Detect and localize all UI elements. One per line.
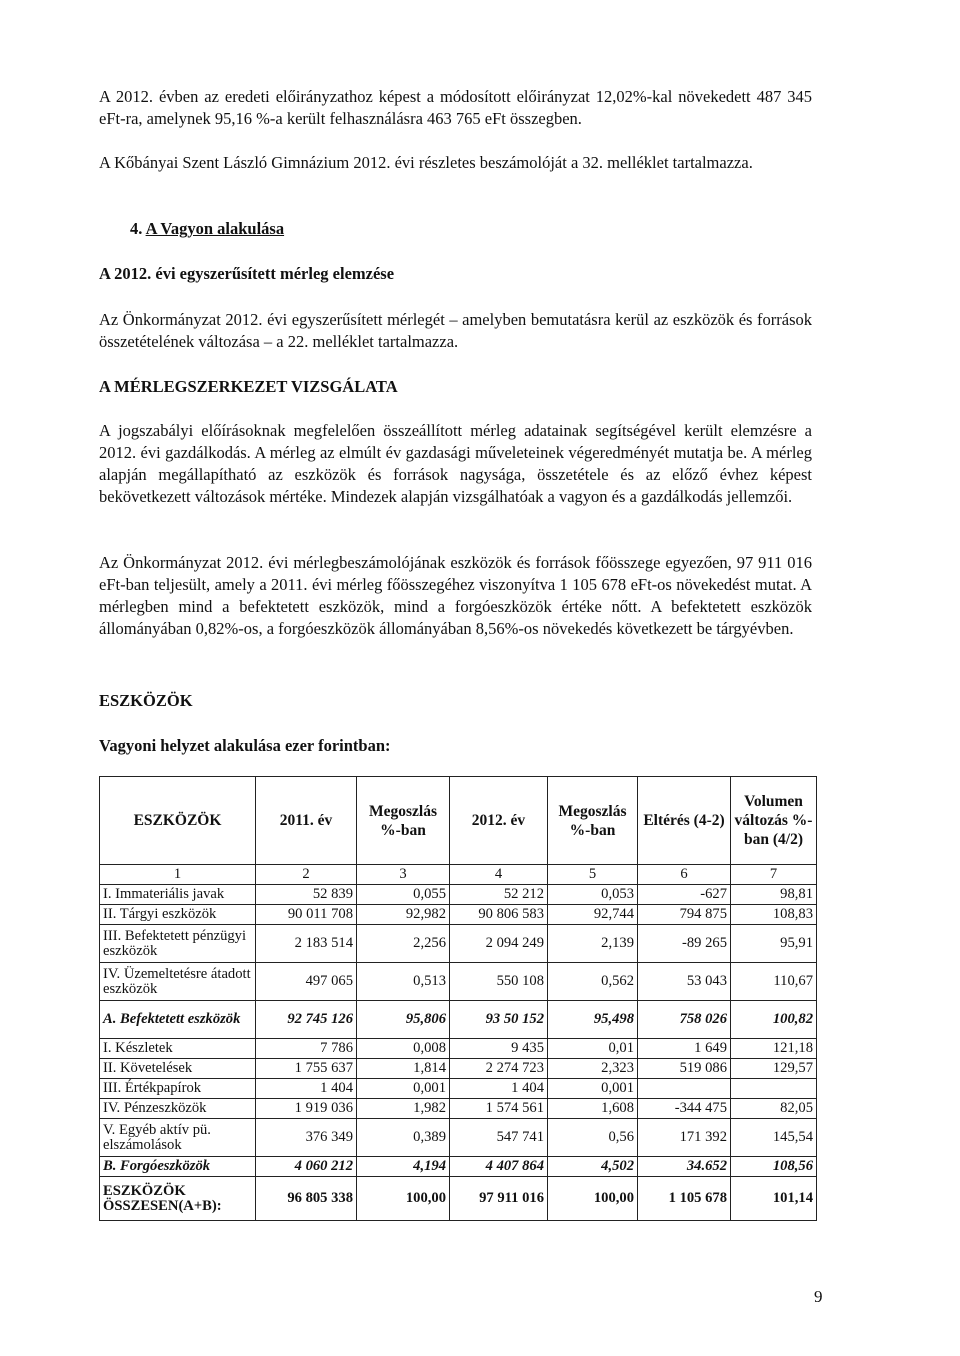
row-label: II. Követelések	[100, 1059, 256, 1079]
heading-asset-position: Vagyoni helyzet alakulása ezer forintban:	[99, 736, 391, 755]
column-header: Volumen változás %-ban (4/2)	[731, 777, 817, 865]
table-cell: 171 392	[638, 1119, 731, 1157]
table-cell: 7 786	[256, 1039, 357, 1059]
table-cell: 98,81	[731, 885, 817, 905]
table-cell: 794 875	[638, 905, 731, 925]
column-number: 5	[548, 865, 638, 885]
table-header-row	[100, 777, 817, 865]
heading-assets: ESZKÖZÖK	[99, 691, 193, 710]
paragraph-total-assets: Az Önkormányzat 2012. évi mérlegbeszámolójának eszközök és források főösszege egyezően, 97 911 016 eFt-ban teljesült, amely a 2011. évi mérleg főösszegéhez viszonyítva 1 105 678 eFt-os növekedést mutat. A mérlegben mind a befektetett eszközök, mind a forgóeszközök értéke nőtt. A befektetett eszközök állományában 0,82%-os, a forgóeszközök állományában 8,56%-os növekedés következett be tárgyévben.	[99, 553, 812, 638]
table-cell: 0,513	[357, 963, 450, 1001]
table-cell: 95,91	[731, 925, 817, 963]
table-cell: 82,05	[731, 1099, 817, 1119]
column-number: 7	[731, 865, 817, 885]
table-cell: 2 183 514	[256, 925, 357, 963]
column-header: Megoszlás %-ban	[548, 777, 638, 865]
row-label: III. Értékpapírok	[100, 1079, 256, 1099]
paragraph-balance-examination: A jogszabályi előírásoknak megfelelően összeállított mérleg adatainak segítségével került elemzésre a 2012. évi gazdálkodás. A mérleg az elmúlt év gazdasági műveleteinek végeredményét mutatja be. A mérleg alapján megállapítható az eszközök és források nagysága, összetétele és az előző évhez képest bekövetkezett változások mértéke. Mindezek alapján vizsgálhatóak a vagyon és a gazdálkodás jellemzői.	[99, 421, 812, 506]
table-cell: 0,56	[548, 1119, 638, 1157]
table-total-row	[100, 1177, 817, 1221]
row-label: II. Tárgyi eszközök	[100, 905, 256, 925]
table-cell: -344 475	[638, 1099, 731, 1119]
table-row	[100, 1039, 817, 1059]
paragraph-gimnazium-report: A Kőbányai Szent László Gimnázium 2012. évi részletes beszámolóját a 32. melléklet tartalmazza.	[99, 153, 753, 172]
column-number: 2	[256, 865, 357, 885]
row-label: B. Forgóeszközök	[100, 1157, 256, 1177]
table-row	[100, 905, 817, 925]
table-cell: 4 407 864	[450, 1157, 548, 1177]
table-cell: 0,008	[357, 1039, 450, 1059]
table-cell: 90 011 708	[256, 905, 357, 925]
table-cell	[731, 1079, 817, 1099]
paragraph-budget-increase: A 2012. évben az eredeti előirányzathoz képest a módosított előirányzat 12,02%-kal növekedett 487 345 eFt-ra, amelynek 95,16 %-a került felhasználásra 463 765 eFt összegben.	[99, 87, 812, 128]
table-cell: 95,806	[357, 1001, 450, 1039]
table-cell: 0,001	[357, 1079, 450, 1099]
table-row	[100, 925, 817, 963]
column-header: Megoszlás %-ban	[357, 777, 450, 865]
table-cell: 100,00	[548, 1177, 638, 1221]
table-cell: 0,001	[548, 1079, 638, 1099]
table-cell: 1 105 678	[638, 1177, 731, 1221]
column-header: 2011. év	[256, 777, 357, 865]
table-row	[100, 885, 817, 905]
row-label: A. Befektetett eszközök	[100, 1001, 256, 1039]
paragraph-balance-sheet: Az Önkormányzat 2012. évi egyszerűsített mérlegét – amelyben bemutatásra kerül az eszközök és források összetételének változása – a 22. melléklet tartalmazza.	[99, 310, 812, 351]
table-cell: 101,14	[731, 1177, 817, 1221]
table-cell: 0,01	[548, 1039, 638, 1059]
column-header: 2012. év	[450, 777, 548, 865]
table-row	[100, 1099, 817, 1119]
table-cell: 92 745 126	[256, 1001, 357, 1039]
table-cell: 96 805 338	[256, 1177, 357, 1221]
table-cell: 1 404	[450, 1079, 548, 1099]
table-cell: 100,00	[357, 1177, 450, 1221]
table-cell: 100,82	[731, 1001, 817, 1039]
table-cell: 52 212	[450, 885, 548, 905]
table-cell: 550 108	[450, 963, 548, 1001]
row-label: ESZKÖZÖK ÖSSZESEN(A+B):	[100, 1177, 256, 1221]
row-label: III. Befektetett pénzügyi eszközök	[100, 925, 256, 963]
table-cell: 4,502	[548, 1157, 638, 1177]
table-row	[100, 1119, 817, 1157]
table-cell: 145,54	[731, 1119, 817, 1157]
table-cell: 92,744	[548, 905, 638, 925]
table-row	[100, 1079, 817, 1099]
table-cell: 95,498	[548, 1001, 638, 1039]
table-cell: 110,67	[731, 963, 817, 1001]
table-cell: 1 404	[256, 1079, 357, 1099]
table-subtotal-row	[100, 1157, 817, 1177]
table-cell: 0,053	[548, 885, 638, 905]
row-label: IV. Pénzeszközök	[100, 1099, 256, 1119]
table-row	[100, 1059, 817, 1079]
table-cell: -89 265	[638, 925, 731, 963]
table-cell: 519 086	[638, 1059, 731, 1079]
table-cell: 1,814	[357, 1059, 450, 1079]
table-cell: 53 043	[638, 963, 731, 1001]
table-cell: 34.652	[638, 1157, 731, 1177]
column-number: 1	[100, 865, 256, 885]
table-cell: 0,389	[357, 1119, 450, 1157]
table-cell: 2,256	[357, 925, 450, 963]
table-cell: 93 50 152	[450, 1001, 548, 1039]
table-cell: 1 755 637	[256, 1059, 357, 1079]
row-label: V. Egyéb aktív pü. elszámolások	[100, 1119, 256, 1157]
table-cell: 52 839	[256, 885, 357, 905]
section-heading	[130, 218, 284, 240]
table-cell: 1 574 561	[450, 1099, 548, 1119]
table-cell: 108,56	[731, 1157, 817, 1177]
row-label: IV. Üzemeltetésre átadott eszközök	[100, 963, 256, 1001]
table-cell: 376 349	[256, 1119, 357, 1157]
table-cell: 547 741	[450, 1119, 548, 1157]
section-number: 4.	[130, 219, 143, 238]
column-number-row	[100, 865, 817, 885]
table-subtotal-row	[100, 1001, 817, 1039]
subheading-balance-analysis: A 2012. évi egyszerűsített mérleg elemzése	[99, 264, 395, 283]
table-cell: 121,18	[731, 1039, 817, 1059]
table-cell: 97 911 016	[450, 1177, 548, 1221]
row-label: I. Készletek	[100, 1039, 256, 1059]
column-header: ESZKÖZÖK	[100, 777, 256, 865]
table-cell: 92,982	[357, 905, 450, 925]
page-number: 9	[814, 1287, 823, 1306]
table-cell: 108,83	[731, 905, 817, 925]
heading-balance-structure: A MÉRLEGSZERKEZET VIZSGÁLATA	[99, 377, 398, 396]
table-cell: 2,139	[548, 925, 638, 963]
table-cell: 497 065	[256, 963, 357, 1001]
table-cell: 2,323	[548, 1059, 638, 1079]
table-cell: 0,055	[357, 885, 450, 905]
row-label: I. Immateriális javak	[100, 885, 256, 905]
table-cell: 1,982	[357, 1099, 450, 1119]
section-title: A Vagyon alakulása	[145, 219, 285, 238]
table-cell: 1 649	[638, 1039, 731, 1059]
assets-table	[99, 776, 817, 1221]
column-number: 3	[357, 865, 450, 885]
table-row	[100, 963, 817, 1001]
column-number: 6	[638, 865, 731, 885]
column-number: 4	[450, 865, 548, 885]
table-cell: 0,562	[548, 963, 638, 1001]
table-cell: 1,608	[548, 1099, 638, 1119]
table-cell: 4 060 212	[256, 1157, 357, 1177]
table-cell: -627	[638, 885, 731, 905]
table-cell: 2 274 723	[450, 1059, 548, 1079]
table-cell: 1 919 036	[256, 1099, 357, 1119]
table-cell: 2 094 249	[450, 925, 548, 963]
table-cell: 9 435	[450, 1039, 548, 1059]
table-cell: 758 026	[638, 1001, 731, 1039]
column-header: Eltérés (4-2)	[638, 777, 731, 865]
table-cell: 129,57	[731, 1059, 817, 1079]
table-cell: 90 806 583	[450, 905, 548, 925]
table-cell: 4,194	[357, 1157, 450, 1177]
table-cell	[638, 1079, 731, 1099]
